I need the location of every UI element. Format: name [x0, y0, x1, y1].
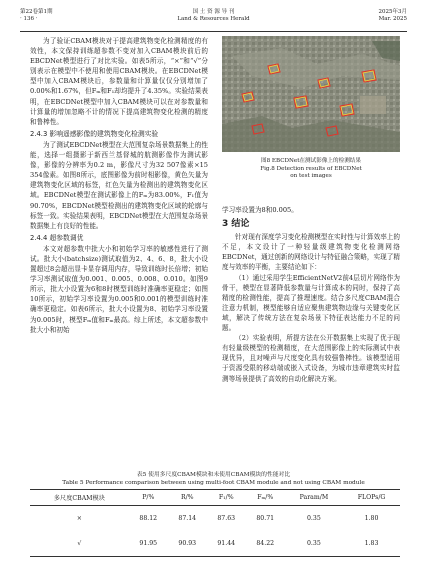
table-cell: 90.93: [168, 531, 207, 557]
header-journal: [20, 9, 407, 23]
section-heading-conclusion: 3 结论: [222, 219, 250, 230]
col-header-f1: F₁/%: [207, 490, 246, 506]
header-rule: [20, 31, 407, 32]
col-header-flops: FLOPs/G: [343, 490, 400, 506]
paragraph-large-image-test: 为了测试EBCDNet模型在大范围复杂场景数据集上的性能，选择一组摄影于新西兰基督城的航测影像作为测试影像，影像的分辨率为0.2 m，影像尺寸为32 507像素×15 354像素。如图8所示，底图影像为前时相影像，黄色矢量为建筑物变化区域的标签，红色矢量为检测出的建筑物变化区域。EBCDNet模型在测试影像上的Fₘ为83.00%，F₁值为90.70%，EBCDNet模型检测出的建筑物变化区域的轮廓与标签一致。实验结果表明，EBCDNet模型在大范围复杂场景数据集上有良好的性能。: [30, 140, 208, 230]
table-header-row: [30, 490, 400, 506]
table-cell: √: [30, 531, 129, 557]
table-cell: 1.80: [364, 515, 379, 522]
header-vol-cn: 第22卷第1期: [20, 9, 53, 15]
table-5-title: [20, 471, 407, 487]
section-heading-2-4-4: 2.4.4 超参数调优: [30, 233, 84, 242]
header-date: [379, 9, 408, 23]
table-5: [30, 489, 400, 557]
left-column: [30, 36, 208, 335]
header-date-cn: 2025年3月: [378, 9, 407, 15]
section-heading-2-4-3: 2.4.3 影响遥感影像的建筑物变化检测实验: [30, 129, 159, 138]
col-header-recall: R/%: [168, 490, 207, 506]
paragraph-cbam-validation: 为了验证CBAM模块对于提高建筑物变化检测精度的有效性，本文保持训练超参数不变对加入CBAM模块前后的EBCDNet模型进行了对比实验。如表5所示，“×”和“√”分别表示在模型中不使用和使用CBAM模块。在EBCDNet模型中加入CBAM模块后，参数量和计算量仅仅分别增加了0.00%和1.67%，但Fₘ和F₁却均提升了4.35%。实验结果表明，在EBCDNet模型中加入CBAM模块可以在对参数量和计算量的增加忽略不计的情况下提高建筑物变化检测的精度和鲁棒性。: [30, 37, 208, 126]
header-journal-cn: 国 土 资 源 导 刊: [192, 9, 235, 15]
paragraph-conclusion-intro: 针对现有深度学习变化检测模型在实时性与计算效率上的不足，本文设计了一种轻量级建筑物变化检测网络EBCDNet，通过创新的网络设计与特征融合策略，实现了精度与效率的平衡，主要结论如下：: [222, 233, 400, 272]
paragraph-conclusion-2: （2）实验表明，所提方法在公开数据集上实现了优于现有轻量级模型的检测精度，在大范围影像上的实际测试中表现优异，且对噪声与尺度变化具有较强鲁棒性。该模型适用于资源受限的移动端或嵌入式设备，为城市违章建筑实时监测等场景提供了高效的自动化解决方案。: [222, 334, 400, 383]
table-cell: 84.22: [246, 531, 285, 557]
paragraph-conclusion-1: （1）通过采用学生EfficientNetV2前4层切片网络作为骨干，模型在显著降低参数量与计算成本的同时，保持了高精度的检测性能，提高了推理速度。结合多尺度CBAM混合注意力机制，模型能够自适应聚焦建筑物边缘与关键变化区域，解决了传统方法在复杂场景下特征表达能力不足的问题。: [222, 273, 400, 333]
running-header: [20, 9, 407, 31]
header-page-number: · 136 ·: [20, 16, 38, 22]
col-header-fm: Fₘ/%: [246, 490, 285, 506]
table-cell: 88.12: [139, 515, 158, 522]
table-cell: 87.63: [217, 515, 236, 522]
table-cell: 80.71: [256, 515, 275, 522]
table-cell: 87.14: [178, 515, 197, 522]
figure-8-detection-map: [222, 36, 400, 152]
header-journal-en: Land & Resources Herald: [177, 16, 250, 22]
paragraph-hyperparameter: 本文对超参数中批大小和初始学习率的敏感性进行了测试。批大小(batchsize)测试取值为2、4、6、8，批大小设置超过8会超出显卡显存调用内存，导致训练时长倍增；初始学习率测试取值为0.001、0.005、0.008、0.010。如图9所示，批大小设置为6和8时模型训练时准确率更稳定；如图10所示，初始学习率设置为0.005和0.001的模型训练时准确率更稳定。如表6所示，批大小设置为8、初始学习率设置为0.005时，模型Fₘ值和Fₘ最高。综上所述，本文超参数中批大小和初始: [30, 244, 208, 334]
table-cell: 1.83: [343, 531, 400, 557]
figure-caption-cn: 图8 EBCDNet在测试影像上的检测结果: [261, 158, 361, 164]
table-cell: 0.35: [307, 515, 321, 522]
header-date-en: Mar. 2025: [378, 16, 407, 22]
figure-caption-en-line2: on test images: [290, 173, 332, 179]
table-cell: 0.35: [285, 531, 343, 557]
table-cell: ×: [76, 515, 82, 522]
paragraph-continued: 学习率设置为8和0.005。: [222, 206, 298, 214]
col-header-cbam: 多尺度CBAM模块: [30, 490, 129, 506]
table-row: [30, 506, 400, 532]
table-title-en: Table 5 Performance comparison between using multi-foot CBAM module and not using CBAM module: [62, 480, 365, 486]
figure-8-caption: [222, 158, 400, 181]
table-row: [30, 531, 400, 557]
col-header-param: Param/M: [285, 490, 343, 506]
col-header-precision: P/%: [129, 490, 168, 506]
figure-caption-en-line1: Fig.8 Detection results of EBCDNet: [260, 165, 362, 172]
table-cell: 91.44: [207, 531, 246, 557]
right-column: [222, 205, 400, 384]
table-title-cn: 表5 使用多尺度CBAM模块和未使用CBAM模块的性能对比: [136, 472, 291, 478]
table-cell: 91.95: [129, 531, 168, 557]
aerial-image: [222, 36, 400, 152]
